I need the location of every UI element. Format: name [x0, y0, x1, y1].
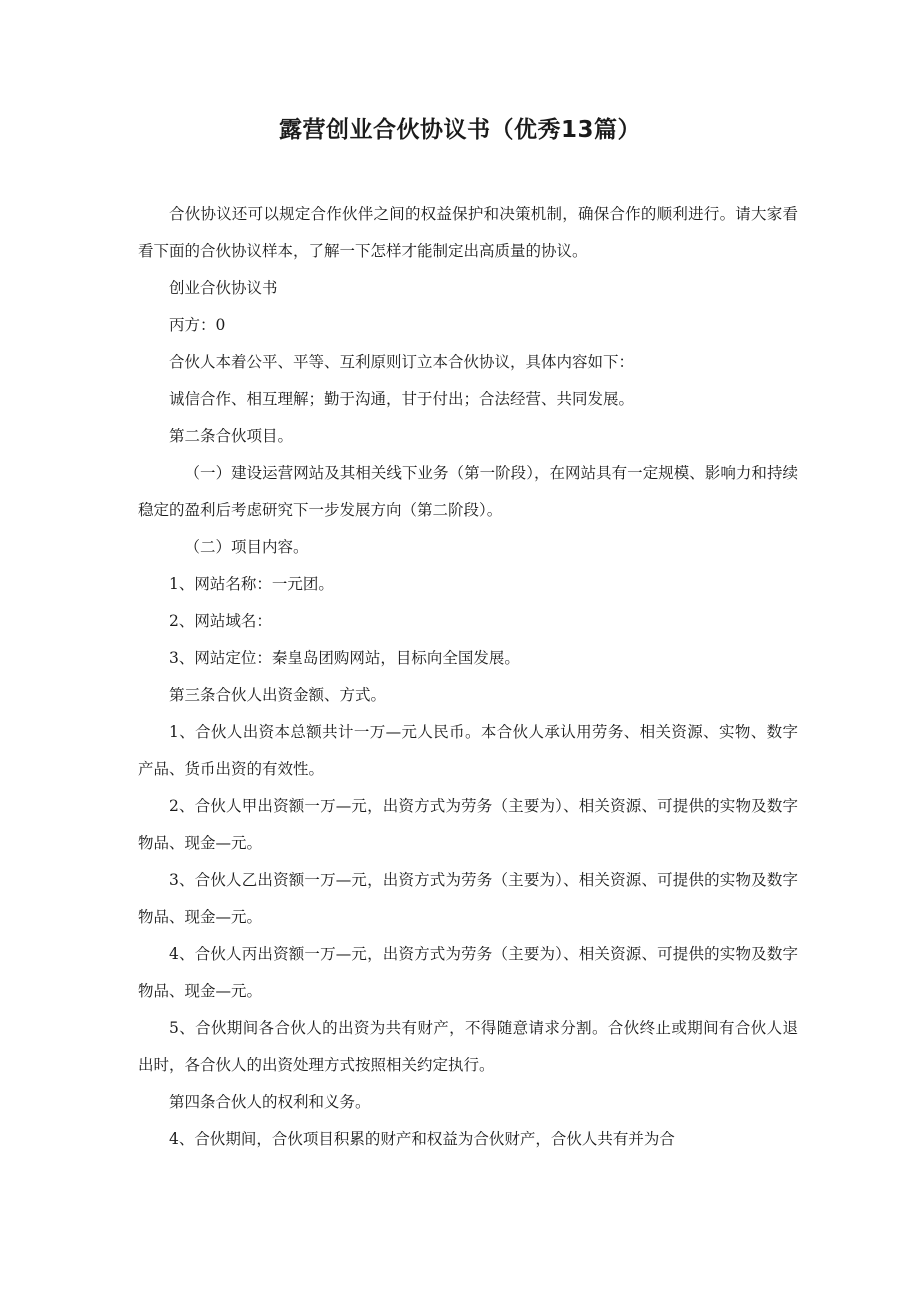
paragraph-capital-total: 1、合伙人出资本总额共计一万—元人民币。本合伙人承认用劳务、相关资源、实物、数字产品、货币出资的有效性。 — [138, 723, 798, 778]
paragraph-principles: 合伙人本着公平、平等、互利原则订立本合伙协议，具体内容如下： — [169, 353, 635, 371]
paragraph-capital-b: 3、合伙人乙出资额一万—元，出资方式为劳务（主要为）、相关资源、可提供的实物及数字物品、现金—元。 — [138, 871, 798, 926]
document-body — [138, 196, 798, 1158]
paragraph-article-4: 第四条合伙人的权利和义务。 — [169, 1093, 371, 1111]
paragraph-site-positioning: 3、网站定位：秦皇岛团购网站，目标向全国发展。 — [169, 649, 520, 667]
paragraph-intro: 合伙协议还可以规定合作伙伴之间的权益保护和决策机制，确保合作的顺利进行。请大家看看下面的合伙协议样本，了解一下怎样才能制定出高质量的协议。 — [138, 205, 798, 260]
paragraph-capital-a: 2、合伙人甲出资额一万—元，出资方式为劳务（主要为）、相关资源、可提供的实物及数字物品、现金—元。 — [138, 797, 798, 852]
paragraph-item-2: （二）项目内容。 — [184, 538, 309, 556]
document-title: 露营创业合伙协议书（优秀13篇） — [278, 117, 641, 143]
paragraph-item-1: （一）建设运营网站及其相关线下业务（第一阶段），在网站具有一定规模、影响力和持续稳定的盈利后考虑研究下一步发展方向（第二阶段）。 — [138, 464, 798, 519]
paragraph-property: 4、合伙期间，合伙项目积累的财产和权益为合伙财产，合伙人共有并为合 — [169, 1130, 675, 1148]
paragraph-article-2: 第二条合伙项目。 — [169, 427, 294, 445]
paragraph-article-3: 第三条合伙人出资金额、方式。 — [169, 686, 387, 704]
paragraph-site-domain: 2、网站域名： — [169, 612, 272, 630]
paragraph-capital-common: 5、合伙期间各合伙人的出资为共有财产，不得随意请求分割。合伙终止或期间有合伙人退出时，各合伙人的出资处理方式按照相关约定执行。 — [138, 1019, 798, 1074]
paragraph-party-c: 丙方：0 — [169, 316, 226, 334]
paragraph-values: 诚信合作、相互理解；勤于沟通，甘于付出；合法经营、共同发展。 — [169, 390, 635, 408]
paragraph-heading: 创业合伙协议书 — [169, 279, 278, 297]
paragraph-site-name: 1、网站名称：一元团。 — [169, 575, 334, 593]
paragraph-capital-c: 4、合伙人丙出资额一万—元，出资方式为劳务（主要为）、相关资源、可提供的实物及数字物品、现金—元。 — [138, 945, 798, 1000]
